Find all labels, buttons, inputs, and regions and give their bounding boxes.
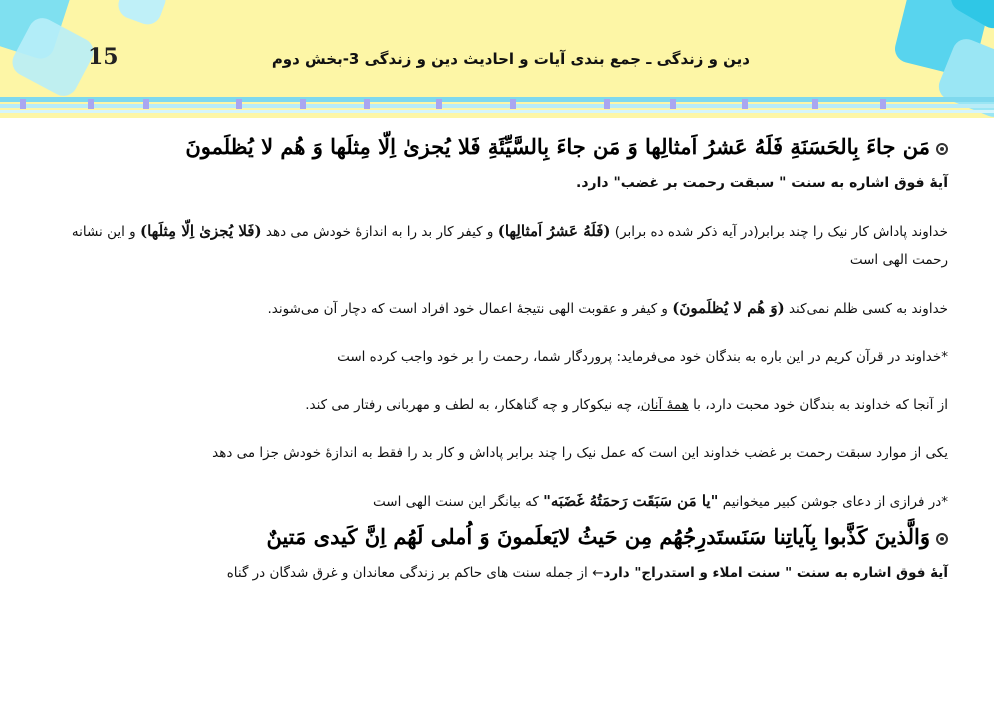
header-stripe — [0, 110, 994, 113]
stripe-tick — [88, 99, 94, 109]
header-stripe — [0, 104, 994, 108]
page-header — [0, 0, 994, 118]
bullet-icon — [936, 143, 948, 155]
stripe-tick — [510, 99, 516, 109]
page-title: دین و زندگی ـ جمع بندی آیات و احادیث دین و زندگی 3-بخش دوم — [271, 50, 750, 68]
header-stripe — [0, 97, 994, 102]
bullet-icon — [936, 533, 948, 545]
paragraph-2: خداوند پاداش کار نیک را چند برابر(در آیه ذکر شده ده برابر) (فَلَهُ عَشرُ اَمثالِها) و کیفر کار بد را به اندازۀ خودش می دهد (فَلا یُجزیٰ اِلّا مِثلَها) و این نشانه رحمت الهی است — [71, 222, 948, 268]
paragraph-8: آیۀ فوق اشاره به سنت " سنت املاء و استدراج" دارد← از جمله سنت های حاکم بر زندگی معاندان و غرق شدگان در گناه — [226, 565, 948, 581]
decorative-square — [114, 0, 169, 28]
verse-2-text: وَالَّذینَ کَذَّبوا بِآیاتِنا سَنَستَدرِجُهُم مِن حَیثُ لایَعلَمونَ وَ اُملی لَهُم اِنَّ کَیدی مَتینٌ — [266, 524, 930, 549]
page-number: 15 — [88, 44, 119, 70]
paragraph-4: *خداوند در قرآن کریم در این باره به بندگان خود می‌فرماید: پروردگار شما، رحمت را بر خود واجب کرده است — [337, 349, 948, 365]
paragraph-3: خداوند به کسی ظلم نمی‌کند (وَ هُم لا یُظلَمونَ) و کیفر و عقوبت الهی نتیجۀ اعمال خود افراد است که دچار آن می‌شوند. — [267, 299, 948, 317]
stripe-tick — [236, 99, 242, 109]
paragraph-6: یکی از موارد سبقت رحمت بر غضب خداوند این است که عمل نیک را چند برابر پاداش و کار بد را فقط به اندازۀ خودش جزا می دهد — [212, 445, 948, 461]
stripe-tick — [436, 99, 442, 109]
stripe-tick — [20, 99, 26, 109]
verse-1 — [48, 134, 948, 159]
stripe-tick — [364, 99, 370, 109]
paragraph-7: *در فرازی از دعای جوشن کبیر میخوانیم "یا مَن سَبَقَت رَحمَتُهُ غَضَبَه" که بیانگر این سنت الهی است — [373, 492, 948, 510]
stripe-tick — [143, 99, 149, 109]
paragraph-1: آیۀ فوق اشاره به سنت " سبقت رحمت بر غضب" دارد. — [576, 175, 948, 191]
stripe-tick — [880, 99, 886, 109]
paragraph-5: از آنجا که خداوند به بندگان خود محبت دارد، با همۀ آنان، چه نیکوکار و چه گناهکار، به لطف و مهربانی رفتار می کند. — [305, 397, 948, 413]
stripe-tick — [742, 99, 748, 109]
verse-1-text: مَن جاءَ بِالحَسَنَةِ فَلَهُ عَشرُ اَمثالِها وَ مَن جاءَ بِالسَّیِّئَةِ فَلا یُجزیٰ اِلّا مِثلَها وَ هُم لا یُظلَمونَ — [185, 134, 930, 159]
stripe-tick — [604, 99, 610, 109]
arrow-left-icon: ← — [592, 565, 604, 581]
document-body — [48, 126, 948, 587]
stripe-tick — [670, 99, 676, 109]
stripe-tick — [300, 99, 306, 109]
stripe-tick — [812, 99, 818, 109]
verse-2 — [48, 524, 948, 549]
